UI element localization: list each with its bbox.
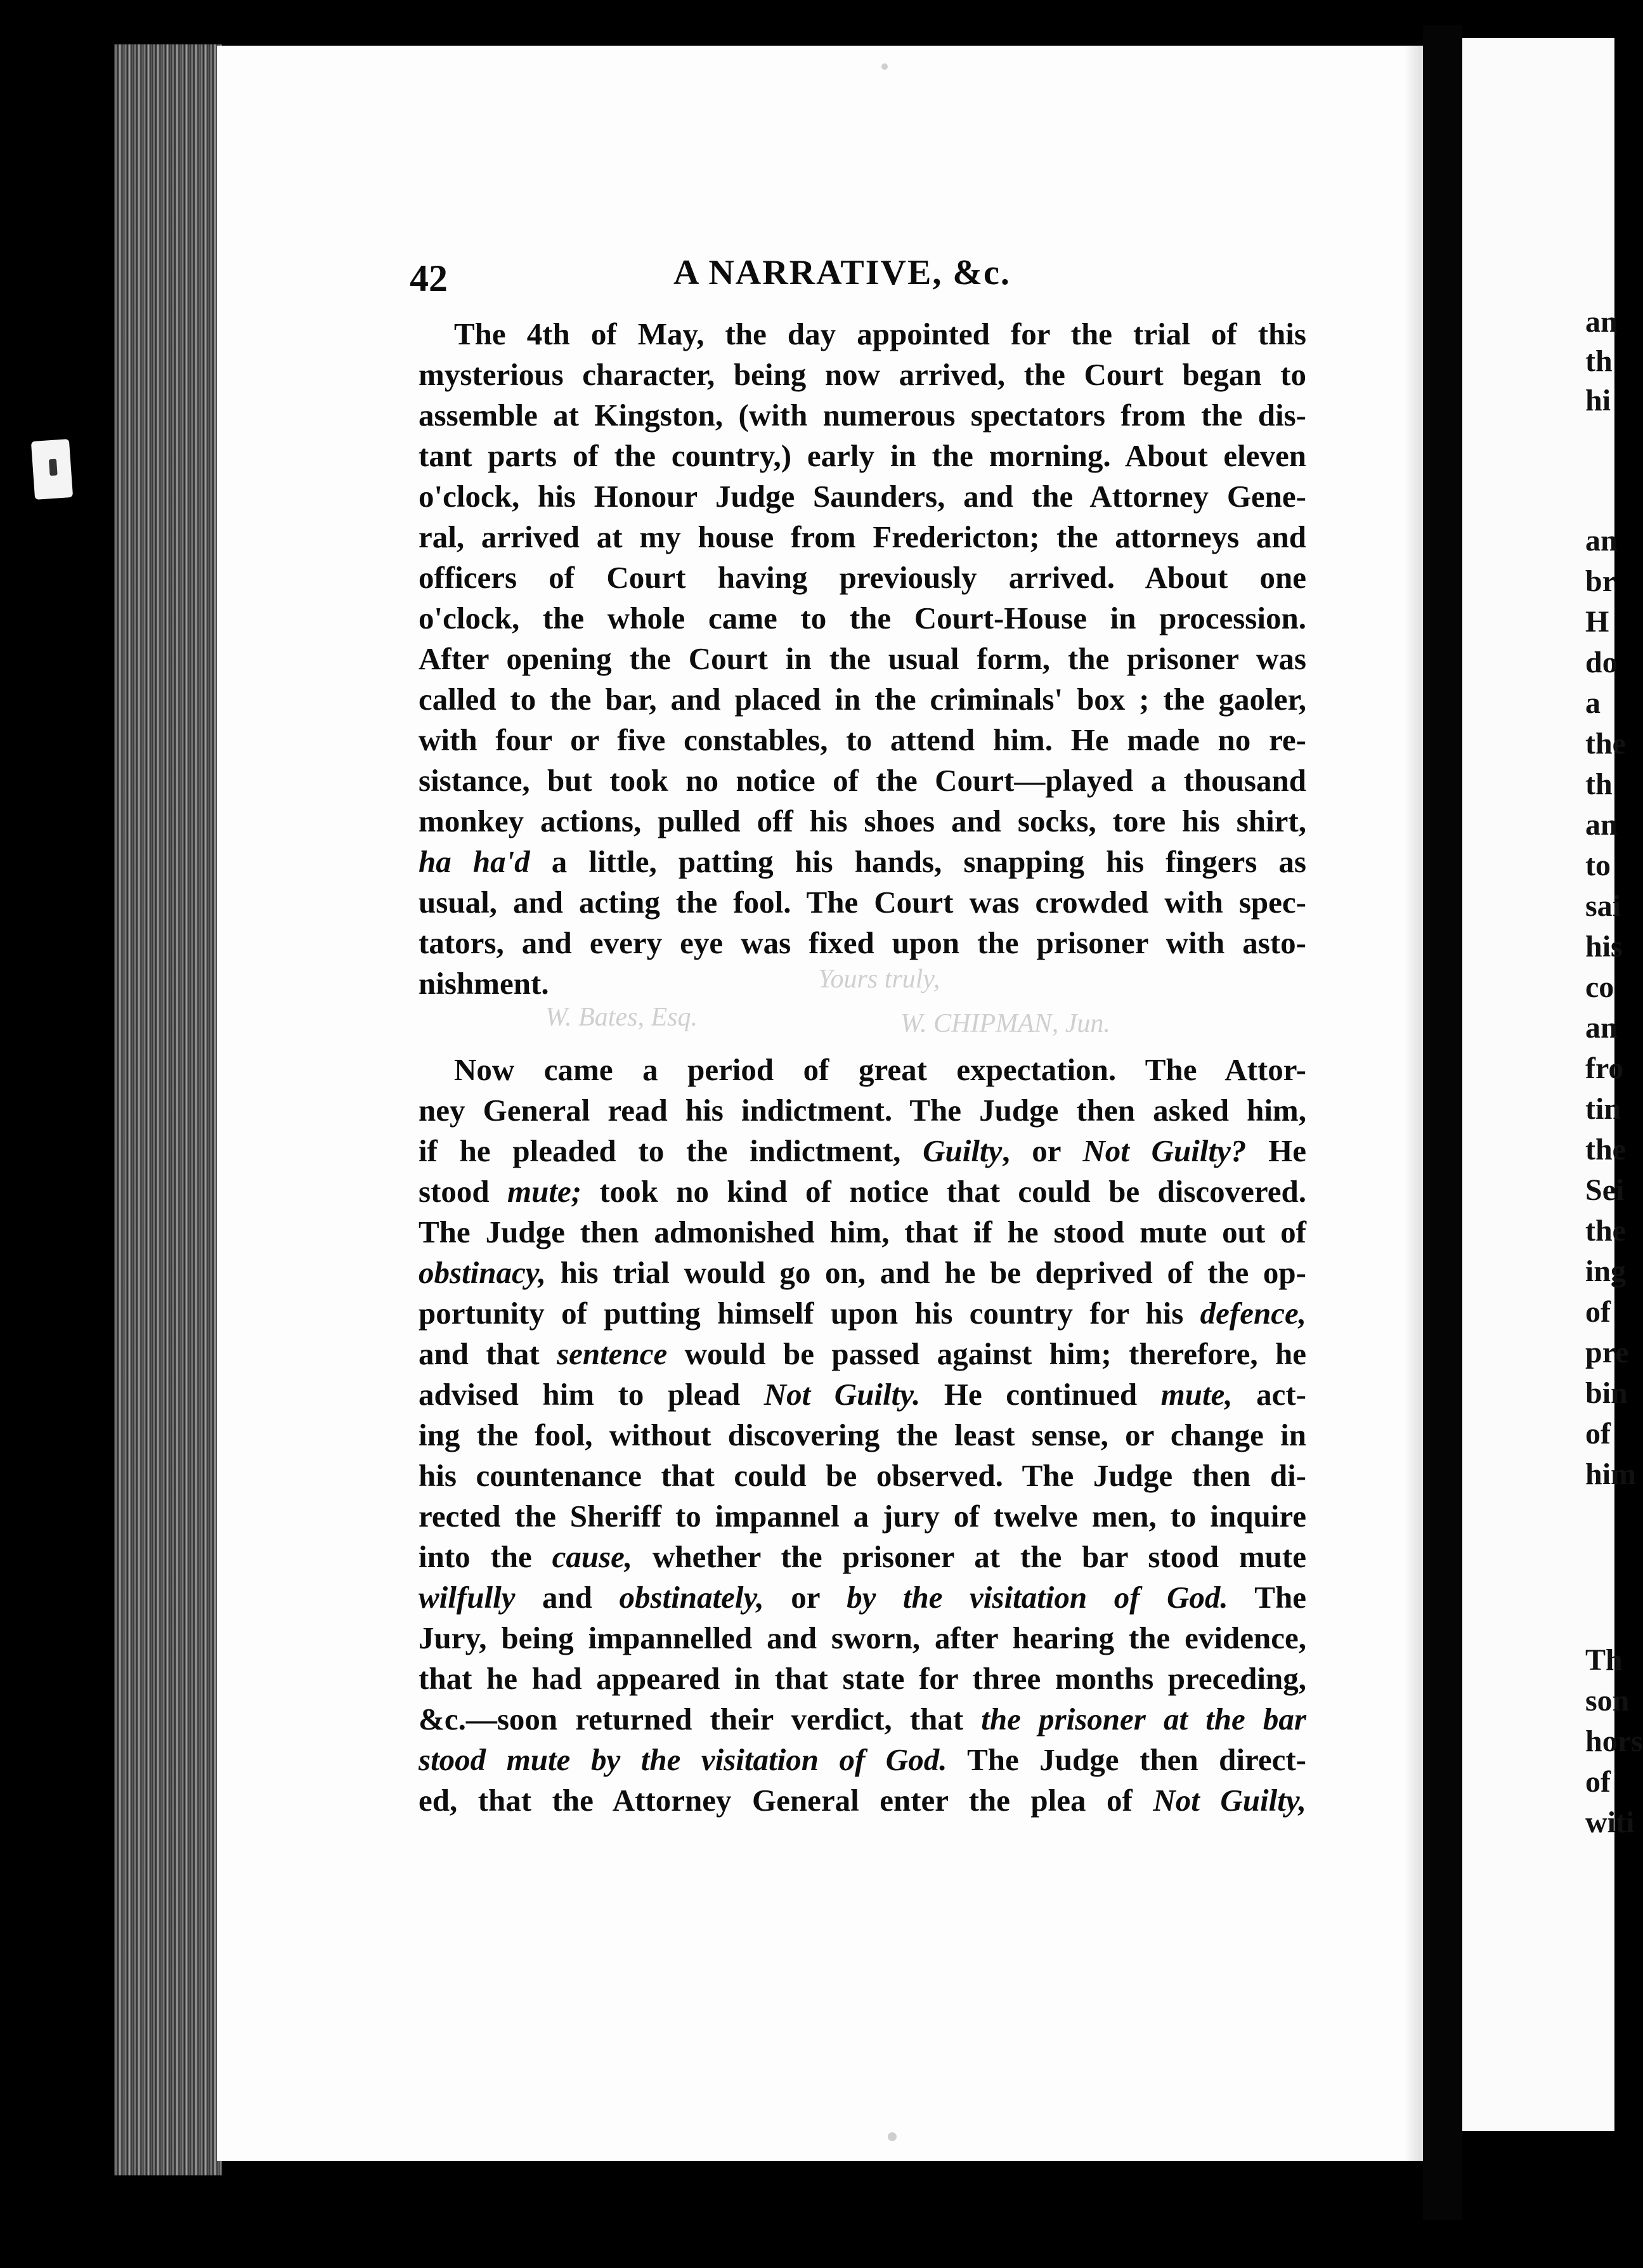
italic-text: the prisoner at the bar: [981, 1702, 1306, 1737]
italic-text: Not Guilty.: [763, 1377, 921, 1412]
text-line: o'clock, his Honour Judge Saunders, and the Attorney Gene-: [419, 479, 1306, 514]
text-line: After opening the Court in the usual form, the prisoner was: [419, 641, 1306, 676]
facing-page-line: son: [1585, 1684, 1630, 1717]
facing-page-line: tin: [1585, 1092, 1621, 1126]
book-gutter: [1423, 25, 1462, 2220]
body-text: [419, 314, 1306, 1821]
text-line: ha ha'd a little, patting his hands, snapping his fingers as: [419, 844, 1306, 879]
facing-page-line: do: [1585, 646, 1618, 679]
paper-speck: [881, 63, 888, 70]
text-line: that he had appeared in that state for three months preceding,: [419, 1661, 1306, 1696]
facing-page-line: th: [1585, 344, 1613, 378]
text-line: Jury, being impannelled and sworn, after hearing the evidence,: [419, 1620, 1306, 1655]
paragraph-2: [419, 1050, 1306, 1821]
show-through-text: W. Bates, Esq.: [545, 1003, 698, 1032]
text-line: The 4th of May, the day appointed for the trial of this: [454, 316, 1306, 351]
show-through-text: Yours truly,: [818, 965, 940, 994]
text-line: officers of Court having previously arrived. About one: [419, 560, 1306, 595]
italic-text: by the visitation of God.: [847, 1580, 1228, 1615]
italic-text: ha ha'd: [419, 844, 530, 879]
text-line: if he pleaded to the indictment, Guilty, or Not Guilty? He: [419, 1133, 1306, 1168]
facing-page-line: hi: [1585, 384, 1611, 417]
text-line: ral, arrived at my house from Fredericton; the attorneys and: [419, 519, 1306, 554]
facing-page: [1462, 38, 1643, 2131]
facing-page-line: him: [1585, 1457, 1637, 1491]
text-line: assemble at Kingston, (with numerous spectators from the dis-: [419, 398, 1306, 433]
italic-text: wilfully: [419, 1580, 516, 1615]
text-line: wilfully and obstinately, or by the visitation of God. The: [419, 1580, 1306, 1615]
text-line: &c.—soon returned their verdict, that the prisoner at the bar: [419, 1702, 1306, 1737]
text-line: usual, and acting the fool. The Court was crowded with spec-: [419, 885, 1306, 920]
facing-page-line: of: [1585, 1765, 1611, 1799]
italic-text: Not Guilty,: [1153, 1783, 1306, 1818]
facing-page-line: an: [1585, 1011, 1618, 1045]
text-line: obstinacy, his trial would go on, and he be deprived of the op-: [419, 1255, 1306, 1290]
facing-page-line: of: [1585, 1417, 1611, 1450]
paragraph-gap: [419, 1004, 1306, 1050]
text-line: portunity of putting himself upon his country for his defence,: [419, 1296, 1306, 1331]
paper-speck: [888, 2132, 897, 2141]
facing-page-line: sai: [1585, 889, 1621, 923]
facing-page-line: co: [1585, 970, 1614, 1004]
facing-page-line: br: [1585, 564, 1616, 598]
text-line: Now came a period of great expectation. The Attor-: [454, 1052, 1306, 1087]
facing-page-line: hors: [1585, 1724, 1643, 1758]
facing-page-line: a: [1585, 686, 1601, 720]
facing-page-line: an: [1585, 524, 1618, 557]
facing-page-line: the: [1585, 1214, 1626, 1248]
text-line: into the cause, whether the prisoner at the bar stood mute: [419, 1539, 1306, 1574]
italic-text: cause,: [552, 1539, 633, 1574]
italic-text: defence,: [1200, 1296, 1306, 1331]
running-title: A NARRATIVE, &c.: [673, 253, 1011, 292]
text-line: called to the bar, and placed in the criminals' box ; the gaoler,: [419, 682, 1306, 717]
italic-text: obstinately,: [619, 1580, 764, 1615]
italic-text: obstinacy,: [419, 1255, 546, 1290]
italic-text: mute;: [507, 1174, 582, 1209]
facing-page-line: ing: [1585, 1255, 1627, 1288]
facing-page-line: to: [1585, 849, 1611, 882]
text-line: ed, that the Attorney General enter the plea of Not Guilty,: [419, 1783, 1306, 1818]
text-line: stood mute by the visitation of God. The Judge then direct-: [419, 1742, 1306, 1777]
italic-text: stood mute by the visitation of God.: [419, 1742, 947, 1777]
text-line: stood mute; took no kind of notice that could be discovered.: [419, 1174, 1307, 1209]
italic-text: Not Guilty?: [1082, 1133, 1247, 1168]
italic-text: Guilty: [923, 1133, 1003, 1168]
page-number: 42: [410, 257, 448, 299]
facing-page-line: Th: [1585, 1643, 1623, 1677]
text-line: his countenance that could be observed. The Judge then di-: [419, 1458, 1306, 1493]
facing-page-line: an: [1585, 808, 1618, 842]
facing-page-line: bin: [1585, 1376, 1628, 1410]
bookmark-tab: [31, 439, 73, 500]
text-line: sistance, but took no notice of the Court—played a thousand: [419, 763, 1306, 798]
text-line: and that sentence would be passed against him; therefore, he: [419, 1336, 1306, 1371]
facing-page-line: his: [1585, 930, 1623, 963]
facing-page-line: the: [1585, 1133, 1626, 1166]
text-line: tant parts of the country,) early in the morning. About eleven: [419, 438, 1306, 473]
text-line: nishment.: [419, 966, 549, 1001]
text-line: mysterious character, being now arrived, the Court began to: [419, 357, 1306, 392]
text-line: advised him to plead Not Guilty. He continued mute, act-: [419, 1377, 1306, 1412]
paragraph-1: [419, 314, 1306, 1004]
bookmark-speck: [49, 459, 58, 476]
text-line: with four or five constables, to attend him. He made no re-: [419, 722, 1306, 757]
facing-page-line: of: [1585, 1295, 1611, 1329]
facing-page-line: an: [1585, 305, 1618, 339]
facing-page-line: witi: [1585, 1806, 1635, 1839]
facing-page-line: the: [1585, 727, 1626, 760]
facing-page-line: H: [1585, 605, 1609, 639]
page-edges: [114, 44, 222, 2175]
text-line: rected the Sheriff to impannel a jury of twelve men, to inquire: [419, 1499, 1306, 1534]
text-line: ing the fool, without discovering the least sense, or change in: [419, 1418, 1306, 1452]
italic-text: mute,: [1160, 1377, 1233, 1412]
page-gutter-shadow: [1404, 46, 1423, 2161]
facing-page-line: pre: [1585, 1336, 1629, 1369]
facing-page-line: Sei: [1585, 1173, 1625, 1207]
text-line: ney General read his indictment. The Judge then asked him,: [419, 1093, 1306, 1128]
facing-page-line: fro: [1585, 1052, 1624, 1085]
text-line: o'clock, the whole came to the Court-House in procession.: [419, 601, 1306, 635]
facing-page-line: th: [1585, 767, 1613, 801]
text-line: tators, and every eye was fixed upon the prisoner with asto-: [419, 925, 1306, 960]
show-through-text: W. CHIPMAN, Jun.: [900, 1009, 1110, 1038]
italic-text: sentence: [557, 1336, 668, 1371]
text-line: The Judge then admonished him, that if he stood mute out of: [419, 1215, 1306, 1249]
text-line: monkey actions, pulled off his shoes and socks, tore his shirt,: [419, 804, 1306, 838]
